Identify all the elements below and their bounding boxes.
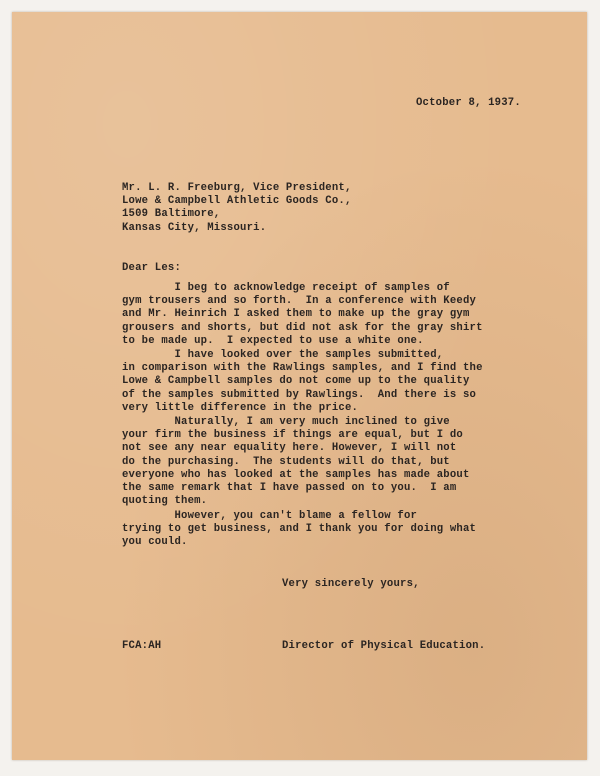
paragraph — [122, 282, 483, 348]
address-line: Kansas City, Missouri. — [122, 221, 267, 234]
paragraph-line: your firm the business if things are equal, but I do — [122, 429, 463, 442]
paragraph-line: However, you can't blame a fellow for — [122, 510, 418, 522]
paragraph-line: in comparison with the Rawlings samples, and I find the — [122, 362, 483, 375]
recipient-address — [122, 182, 352, 235]
paragraph-line: gym trousers and so forth. In a conference with Keedy — [122, 295, 477, 308]
paragraph — [122, 349, 483, 415]
paragraph-line: everyone who has looked at the samples has made about — [122, 468, 470, 481]
letter-date: October 8, 1937. — [416, 97, 521, 109]
paragraph-line: you could. — [122, 536, 188, 549]
letter-page — [12, 12, 587, 760]
signer-title: Director of Physical Education. — [282, 640, 486, 652]
address-line: Mr. L. R. Freeburg, Vice President, — [122, 182, 352, 194]
closing: Very sincerely yours, — [282, 578, 420, 590]
address-line: Lowe & Campbell Athletic Goods Co., — [122, 195, 352, 208]
paragraph-line: very little difference in the price. — [122, 401, 359, 414]
paragraph — [122, 416, 470, 508]
paragraph-line: do the purchasing. The students will do that, but — [122, 455, 450, 468]
paragraph-line: the same remark that I have passed on to you. I am — [122, 482, 457, 495]
paragraph-line: Lowe & Campbell samples do not come up to the quality — [122, 375, 470, 388]
paragraph-line: quoting them. — [122, 495, 208, 508]
reference-initials: FCA:AH — [122, 640, 162, 652]
paragraph-line: to be made up. I expected to use a white one. — [122, 334, 424, 347]
paragraph-line: of the samples submitted by Rawlings. And there is so — [122, 388, 477, 401]
paragraph — [122, 510, 476, 550]
paragraph-line: and Mr. Heinrich I asked them to make up the gray gym — [122, 308, 470, 321]
address-line: 1509 Baltimore, — [122, 208, 221, 221]
paragraph-line: grousers and shorts, but did not ask for the gray shirt — [122, 321, 483, 334]
paragraph-line: I have looked over the samples submitted, — [122, 349, 444, 361]
paragraph-line: Naturally, I am very much inclined to give — [122, 416, 450, 428]
paragraph-line: trying to get business, and I thank you for doing what — [122, 523, 477, 536]
paragraph-line: I beg to acknowledge receipt of samples of — [122, 282, 450, 294]
salutation: Dear Les: — [122, 262, 182, 274]
paragraph-line: not see any near equality here. However, I will not — [122, 442, 457, 455]
